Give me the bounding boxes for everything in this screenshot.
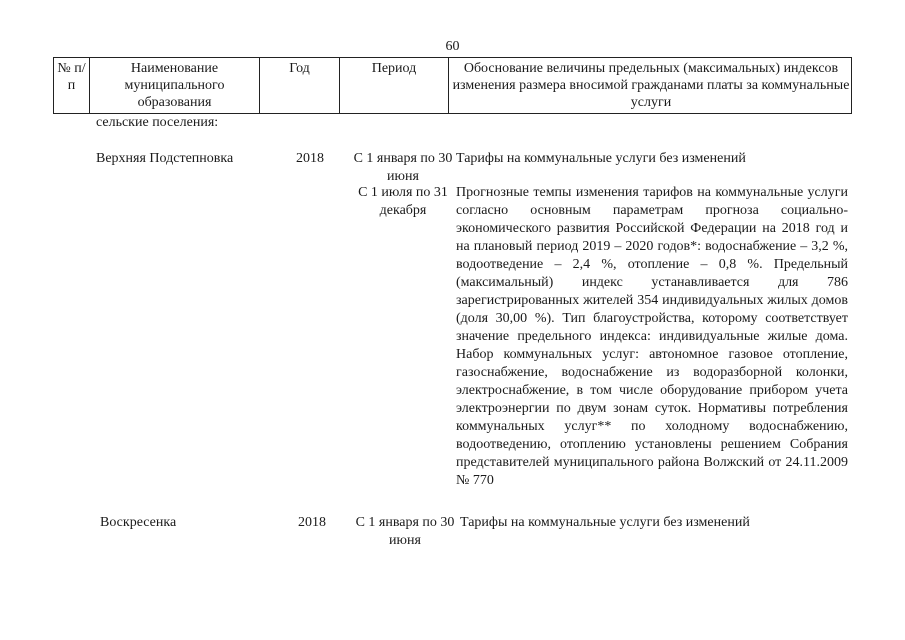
row-1-period-2: С 1 июля по 31 декабря xyxy=(358,185,448,218)
page-number: 60 xyxy=(445,39,460,54)
row-1-period-1: С 1 января по 30 июня xyxy=(353,151,453,184)
section-title: сельские поселения: xyxy=(96,115,219,130)
row-2-basis-1: Тарифы на коммунальные услуги без изменений xyxy=(460,515,750,530)
row-1-year: 2018 xyxy=(296,151,324,166)
row-2-name: Воскресенка xyxy=(100,515,177,530)
header-year-column: Год xyxy=(260,58,340,113)
row-2-year: 2018 xyxy=(298,515,326,530)
header-period-column: Период xyxy=(340,58,449,113)
header-basis-column: Обоснование величины предельных (максимальных) индексов изменения размера вносимой гражданами платы за коммунальные услуги xyxy=(452,61,850,110)
row-1-basis-2: Прогнозные темпы изменения тарифов на коммунальные услуги согласно основным параметрам прогноза социально-экономического развития Российской Федерации на 2018 год и на плановый период 2019 – 2020 годов*: водоснабжение – 3,2 %, водоотведение – 2,4 %, отопление – 0,8 %. Предельный (максимальный) индекс устанавливается для 786 зарегистрированных жителей 354 индивидуальных жилых домов (доля 30,00 %). Тип благоустройства, которому соответствует значение предельного индекса: индивидуальные жилые дома. Набор коммунальных услуг: автономное газовое отопление, газоснабжение, водоснабжение из водоразборной колонки, электроснабжение, в том числе оборудование прибором учета электроэнергии по двум зонам суток. Нормативы потребления коммунальных услуг** по холодному водоснабжению, водоотведению, отоплению установлены решением Собрания представителей муниципального района Волжский от 24.11.2009 № 770 xyxy=(456,185,848,488)
header-number-column: № п/п xyxy=(54,58,90,113)
row-1-basis-1: Тарифы на коммунальные услуги без изменений xyxy=(456,151,746,166)
row-2-period-1: С 1 января по 30 июня xyxy=(355,515,455,548)
header-name-column: Наименование муниципального образования xyxy=(90,58,260,113)
row-1-name: Верхняя Подстепновка xyxy=(96,151,234,166)
table-header xyxy=(53,57,852,114)
